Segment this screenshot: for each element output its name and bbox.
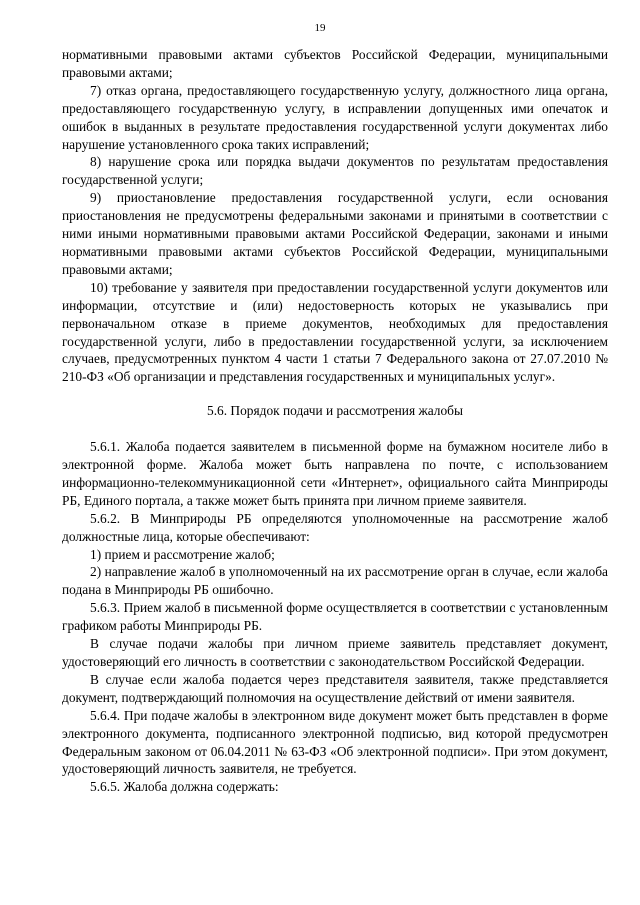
paragraph: 5.6.4. При подаче жалобы в электронном виде документ может быть представлен в форме электронного документа, подписанного электронной подписью, вид которой предусмотрен Федеральным законом от 06.04.2011 № 63-ФЗ «Об электронной подписи». При этом документ, удостоверяющий личность заявителя, не требуется. <box>62 707 608 777</box>
paragraph: 5.6.3. Прием жалоб в письменной форме осуществляется в соответствии с установленным графиком работы Минприроды РБ. <box>62 600 608 634</box>
document-body <box>62 46 608 796</box>
paragraph: 10) требование у заявителя при предоставлении государственной услуги документов или информации, отсутствие и (или) недостоверность которых не указывались при первоначальном отказе в приеме документов, необходимых для предоставления государственной услуги, либо в предоставлении государственной услуги, за исключением случаев, предусмотренных пунктом 4 части 1 статьи 7 Федерального закона от 27.07.2010 № 210-ФЗ «Об организации и представления государственных и муниципальных услуг». <box>62 279 608 385</box>
section-heading: 5.6. Порядок подачи и рассмотрения жалобы <box>207 403 463 419</box>
paragraph: 5.6.1. Жалоба подается заявителем в письменной форме на бумажном носителе либо в электронной форме. Жалоба может быть направлена по почте, с использованием информационно-телекоммуникационной сети «Интернет», официального сайта Минприроды РБ, Единого портала, а также может быть принята при личном приеме заявителя. <box>62 439 608 508</box>
paragraph: 1) прием и рассмотрение жалоб; <box>90 546 275 562</box>
page-number: 19 <box>314 22 326 34</box>
paragraph: нормативными правовыми актами субъектов Российской Федерации, муниципальными правовыми актами; <box>62 47 608 80</box>
paragraph: 8) нарушение срока или порядка выдачи документов по результатам предоставления государственной услуги; <box>62 154 608 188</box>
paragraph: 9) приостановление предоставления государственной услуги, если основания приостановления не предусмотрены федеральными законами и принятыми в соответствии с ними иными нормативными правовыми актами Российской Федерации, законами и иными нормативными правовыми актами субъектов Российской Федерации, муниципальными правовыми актами; <box>62 190 608 277</box>
paragraph: 2) направление жалоб в уполномоченный на их рассмотрение орган в случае, если жалоба подана в Минприроды РБ ошибочно. <box>62 564 608 598</box>
paragraph: В случае подачи жалобы при личном приеме заявитель представляет документ, удостоверяющий его личность в соответствии с законодательством Российской Федерации. <box>62 636 608 669</box>
paragraph: 5.6.5. Жалоба должна содержать: <box>90 779 279 795</box>
paragraph: 5.6.2. В Минприроды РБ определяются уполномоченные на рассмотрение жалоб должностные лица, которые обеспечивают: <box>62 510 608 544</box>
paragraph: В случае если жалоба подается через представителя заявителя, также представляется документ, подтверждающий полномочия на осуществление действий от имени заявителя. <box>62 671 608 705</box>
paragraph-group-before <box>62 46 608 386</box>
paragraph-group-after <box>62 438 608 796</box>
paragraph: 7) отказ органа, предоставляющего государственную услугу, должностного лица органа, предоставляющего государственную услугу, в исправлении допущенных ими опечаток и ошибок в выданных в результате предоставления государственной услуги документах либо нарушение установленного срока таких исправлений; <box>62 82 608 152</box>
